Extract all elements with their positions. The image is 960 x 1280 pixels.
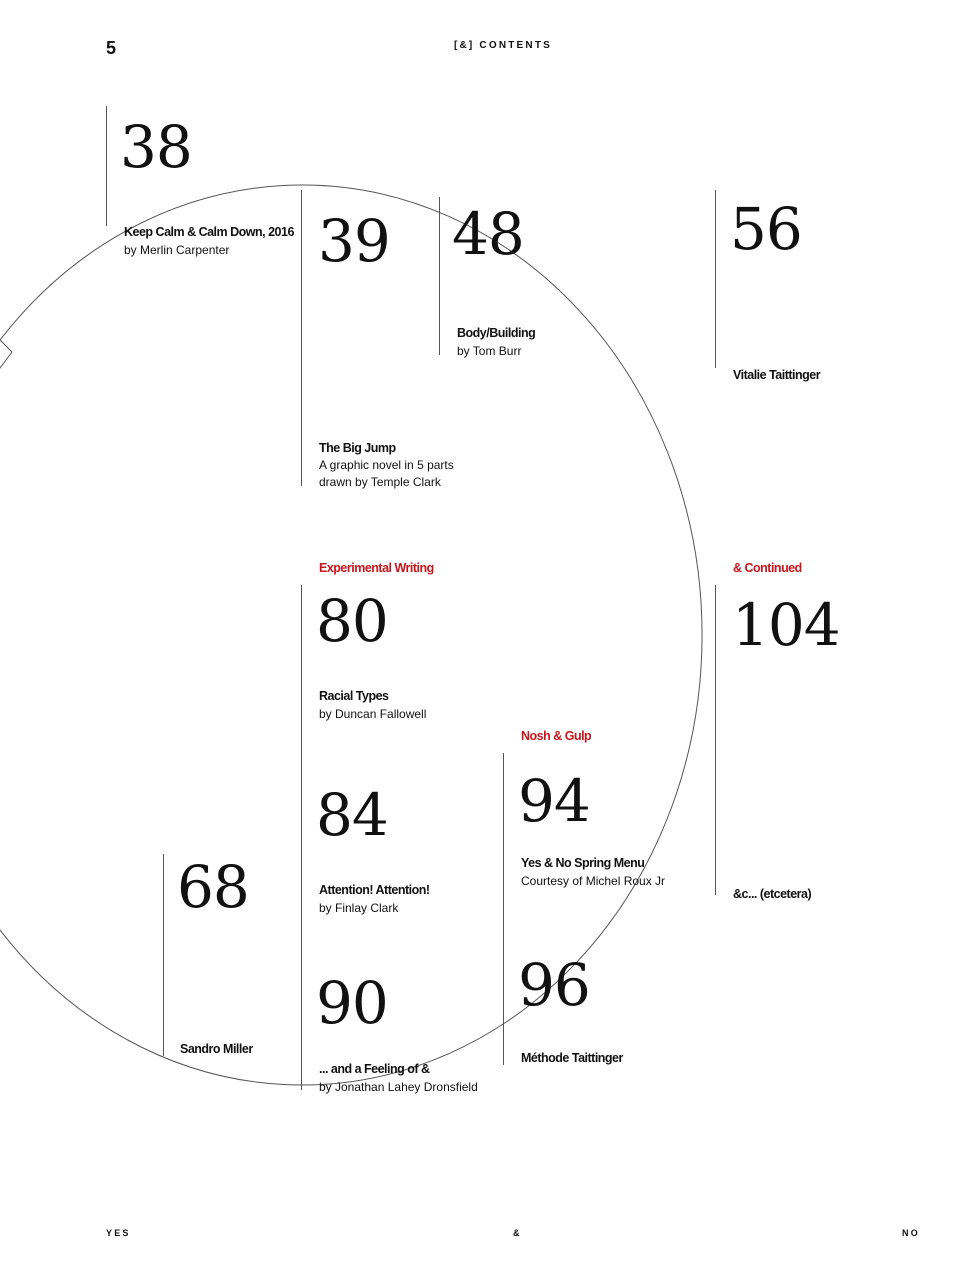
page-number-38: 38	[120, 113, 192, 181]
entry-credit-48: by Tom Burr	[457, 344, 522, 358]
page-number-84: 84	[316, 781, 388, 849]
section-nosh-gulp: Nosh & Gulp	[521, 729, 592, 743]
page-number-90: 90	[316, 969, 388, 1037]
entry-credit-90: by Jonathan Lahey Dronsfield	[319, 1080, 478, 1094]
entry-credit-38: by Merlin Carpenter	[124, 243, 230, 257]
rule-104	[715, 585, 716, 895]
rule-94	[503, 753, 504, 1065]
rule-48	[439, 197, 440, 355]
footer-ampersand: &	[513, 1228, 522, 1238]
entry-title-94: Yes & No Spring Menu	[521, 856, 645, 870]
rule-68	[163, 854, 164, 1056]
page-number-104: 104	[732, 591, 840, 659]
page-number-96: 96	[518, 951, 590, 1019]
rule-38	[106, 106, 107, 226]
entry-title-84: Attention! Attention!	[319, 883, 430, 897]
page-number-48: 48	[452, 200, 524, 268]
page-number-39: 39	[318, 207, 390, 275]
entry-credit-84: by Finlay Clark	[319, 901, 399, 915]
entry-title-90: ... and a Feeling of &	[319, 1062, 430, 1076]
entry-credit-39-line2: drawn by Temple Clark	[319, 475, 441, 489]
page-title: [&] CONTENTS	[453, 40, 553, 51]
rule-56	[715, 190, 716, 368]
entry-title-104: &c... (etcetera)	[733, 887, 812, 901]
entry-title-38: Keep Calm & Calm Down, 2016	[124, 225, 294, 239]
entry-title-96: Méthode Taittinger	[521, 1051, 623, 1065]
entry-title-56: Vitalie Taittinger	[733, 368, 821, 382]
entry-title-68: Sandro Miller	[180, 1042, 253, 1056]
rule-80	[301, 585, 302, 1090]
footer-no: NO	[902, 1228, 920, 1238]
page-number: 5	[106, 38, 117, 58]
entry-title-80: Racial Types	[319, 689, 389, 703]
page-number-68: 68	[177, 853, 249, 921]
entry-title-39: The Big Jump	[319, 441, 396, 455]
entry-credit-39-line1: A graphic novel in 5 parts	[319, 458, 454, 472]
entry-title-48: Body/Building	[457, 326, 536, 340]
footer-yes: YES	[106, 1228, 131, 1238]
page-number-56: 56	[730, 195, 802, 263]
section-experimental-writing: Experimental Writing	[319, 561, 434, 575]
page-number-80: 80	[316, 587, 388, 655]
entry-credit-94: Courtesy of Michel Roux Jr	[521, 874, 666, 888]
section-continued: & Continued	[733, 561, 802, 575]
page-number-94: 94	[518, 767, 590, 835]
rule-39	[301, 190, 302, 486]
entry-credit-80: by Duncan Fallowell	[319, 707, 427, 721]
